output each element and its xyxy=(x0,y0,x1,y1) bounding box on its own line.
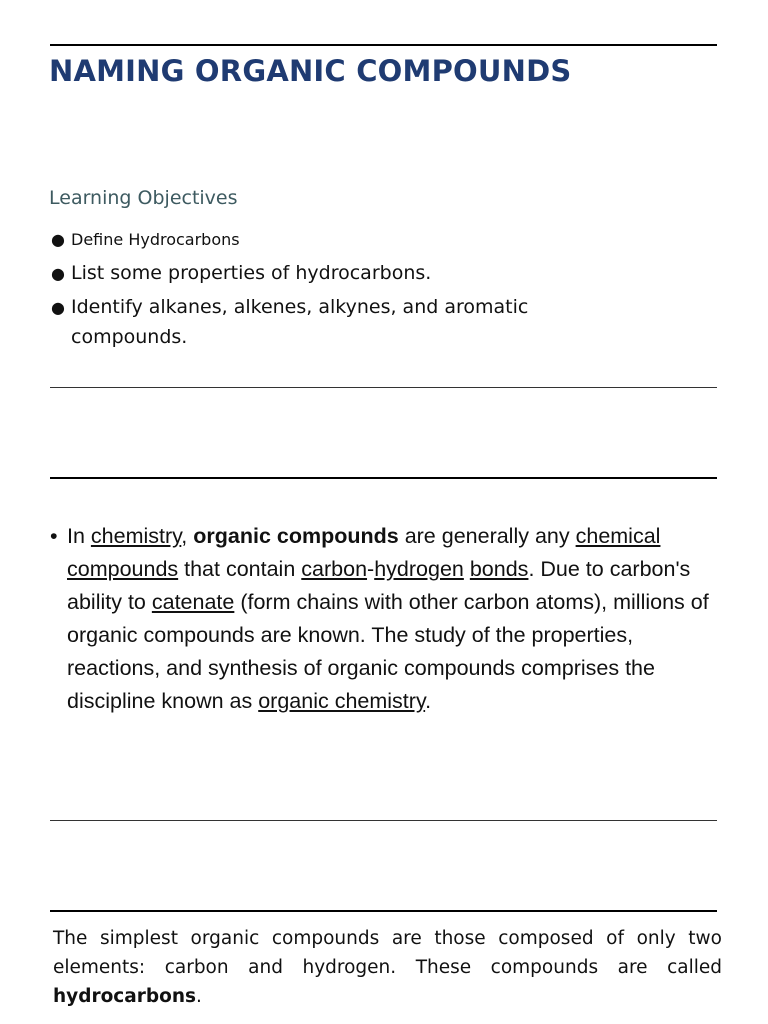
text: - xyxy=(367,557,375,581)
link-chemistry[interactable]: chemistry xyxy=(90,524,182,548)
bold-hydrocarbons: hydrocarbons xyxy=(53,986,197,1007)
text: are generally any xyxy=(398,524,576,548)
organic-compounds-paragraph xyxy=(50,520,722,718)
link-organic-chemistry[interactable]: organic chemistry xyxy=(258,689,426,713)
objective-text: Identify alkanes, alkenes, alkynes, and aromatic compounds. xyxy=(71,296,529,348)
text: (form chains with other carbon atoms), millions of organic compounds are known. The study of the properties, reactions, and synthesis of organic compounds comprises the discipline known as xyxy=(67,590,709,713)
text: In xyxy=(67,524,91,548)
top-rule xyxy=(50,44,717,46)
divider xyxy=(50,387,717,388)
text: that contain xyxy=(178,557,302,581)
link-chemical-compounds[interactable]: chemical compounds xyxy=(67,524,661,581)
bold-organic-compounds: organic compounds xyxy=(193,524,399,548)
objective-text: List some properties of hydrocarbons. xyxy=(71,262,432,284)
text: , xyxy=(181,524,194,548)
objective-item xyxy=(49,226,569,254)
text: . xyxy=(196,986,202,1007)
learning-objectives-list xyxy=(49,226,569,352)
divider xyxy=(50,477,717,479)
bullet-icon: ● xyxy=(51,230,65,249)
text: . Due to carbon's ability to xyxy=(67,557,691,614)
link-catenate[interactable]: catenate xyxy=(151,590,235,614)
divider xyxy=(50,910,717,912)
bullet-icon: • xyxy=(50,524,58,548)
learning-objectives-heading: Learning Objectives xyxy=(49,187,238,209)
hydrocarbons-paragraph xyxy=(53,924,722,1011)
text: . xyxy=(425,689,432,713)
link-carbon[interactable]: carbon xyxy=(301,557,368,581)
objective-text: Define Hydrocarbons xyxy=(71,230,240,249)
divider xyxy=(50,820,717,821)
objective-item xyxy=(49,292,569,352)
paragraph-body xyxy=(50,520,722,718)
link-hydrogen[interactable]: hydrogen xyxy=(374,557,464,581)
objective-item xyxy=(49,258,569,288)
link-bonds[interactable]: bonds xyxy=(469,557,529,581)
bullet-icon: ● xyxy=(51,264,65,283)
page-title: NAMING ORGANIC COMPOUNDS xyxy=(49,54,572,88)
text: The simplest organic compounds are those composed of only two elements: carbon and hydrogen. These compounds are called xyxy=(53,928,722,978)
bullet-icon: ● xyxy=(51,298,65,317)
